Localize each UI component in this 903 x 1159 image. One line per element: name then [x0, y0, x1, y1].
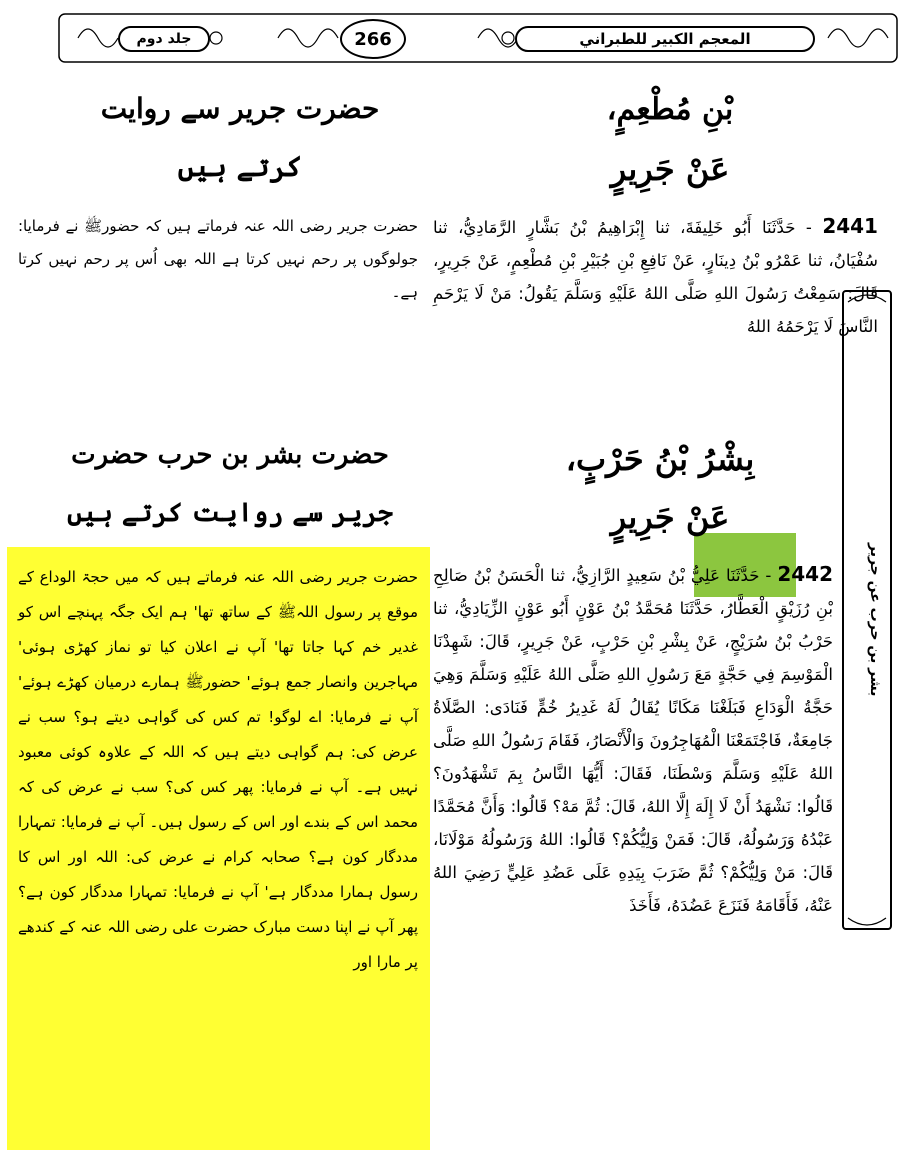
side-margin-label: بشر بن حرب عن جریر	[867, 543, 883, 697]
urdu-section2-heading-line1: حضرت بشر بن حرب حضرت	[71, 440, 389, 470]
urdu-translation-2441: حضرت جریر رضی اللہ عنہ فرماتے ہیں کہ حضورﷺ نے فرمایا: جولوگوں پر رحم نہیں کرتا ہے اللہ بھی اُس پر رحم نہیں کرتا ہے۔	[18, 217, 418, 301]
urdu-section2-heading-line2: جریر سے روایت کرتے ہیں	[67, 498, 393, 528]
hadith-number-2442: 2442	[777, 562, 833, 586]
urdu-section1-heading-line2: کرتے ہیں	[177, 150, 303, 183]
hadith-2441-text	[433, 210, 878, 440]
urdu-section1-heading-line1: حضرت جریر سے روایت	[100, 92, 380, 125]
hadith-2441-body: - حَدَّثَنَا أَبُو خَلِيفَةَ، ثنا إِبْرَاهِيمُ بْنُ بَشَّارٍ الرَّمَادِيُّ، ثنا سُفْيَانُ، ثنا عَمْرُو بْنُ دِينَارٍ، عَنْ نَافِعِ بْنِ جُبَيْرِ بْنِ مُطْعِمٍ، عَنْ جَرِيرٍ، قَالَ: سَمِعْتُ رَسُولَ اللهِ صَلَّى اللهُ عَلَيْهِ وَسَلَّمَ يَقُولُ: مَنْ لَا يَرْحَمِ النَّاسَ لَا يَرْحَمُهُ اللهُ	[433, 218, 878, 336]
urdu-translation-2442: حضرت جریر رضی اللہ عنہ فرماتے ہیں کہ میں حجۃ الوداع کے موقع پر رسول اللہﷺ کے ساتھ تھا' ہم ایک جگہ پہنچے اس کو غدیر خم کہا جاتا تھا' آپ نے اعلان کیا تو نماز کھڑی ہوئی' مہاجرین وانصار جمع ہوئے' حضورﷺ ہمارے درمیان کھڑے ہوئے' آپ نے فرمایا: اے لوگو! تم کس کی گواہی دیتے ہو؟ سب نے عرض کی: ہم گواہی دیتے ہیں کہ اللہ کے علاوہ کوئی معبود نہیں ہے۔ آپ نے فرمایا: پھر کس کی؟ سب نے عرض کی کہ محمد اس کے بندے اور اس کے رسول ہیں۔ آپ نے فرمایا: تمہارا مددگار کون ہے؟ صحابہ کرام نے عرض کی: اللہ اور اس کا رسول ہمارا مددگار ہے' آپ نے فرمایا: تمہارا مددگار کون ہے؟ پھر آپ نے اپنا دست مبارک حضرت علی رضی اللہ عنہ کے کندھے پر مارا اور	[18, 568, 418, 971]
section1-heading-line1: بْنِ مُطْعِمٍ،	[606, 92, 734, 127]
hadith-2442-text	[433, 558, 833, 1148]
section1-heading-line2: عَنْ جَرِيرٍ	[610, 150, 730, 188]
volume-label: جلد دوم	[118, 26, 210, 52]
hadith-2442-body: - حَدَّثَنَا عَلِيُّ بْنُ سَعِيدٍ الرَّازِيُّ، ثنا الْحَسَنُ بْنُ صَالِحِ بْنِ رُزَيْقٍ الْعَطَّارُ، حَدَّثَنَا مُحَمَّدُ بْنُ عَوْنٍ أَبُو عَوْنٍ الزِّيَادِيُّ، ثنا حَرْبُ بْنُ سُرَيْجٍ، عَنْ بِشْرِ بْنِ حَرْبٍ، عَنْ جَرِيرٍ، قَالَ: شَهِدْنَا الْمَوْسِمَ فِي حَجَّةٍ مَعَ رَسُولِ اللهِ صَلَّى اللهُ عَلَيْهِ وَسَلَّمَ وَهِيَ حَجَّةُ الْوَدَاعِ فَبَلَغْنَا مَكَانًا يُقَالُ لَهُ غَدِيرُ خُمٍّ فَنَادَى: الصَّلَاةُ جَامِعَةٌ، فَاجْتَمَعْنَا الْمُهَاجِرُونَ وَالْأَنْصَارُ، فَقَامَ رَسُولُ اللهِ صَلَّى اللهُ عَلَيْهِ وَسَلَّمَ وَسْطَنَا، فَقَالَ: أَيُّهَا النَّاسُ بِمَ تَشْهَدُونَ؟ قَالُوا: نَشْهَدُ أَنْ لَا إِلَهَ إِلَّا اللهُ، قَالَ: ثُمَّ مَهْ؟ قَالُوا: وَأَنَّ مُحَمَّدًا عَبْدُهُ وَرَسُولُهُ، قَالَ: فَمَنْ وَلِيُّكُمْ؟ قَالُوا: اللهُ وَرَسُولُهُ مَوْلَانَا، قَالَ: مَنْ وَلِيُّكُمْ؟ ثُمَّ ضَرَبَ بِيَدِهِ عَلَى عَضُدِ عَلِيٍّ رَضِيَ اللهُ عَنْهُ، فَأَقَامَهُ فَنَزَعَ عَضُدَهُ، فَأَخَذَ	[433, 566, 833, 915]
section2-heading-line2: عَنْ جَرِيرٍ	[610, 498, 730, 536]
section2-heading-line1: بِشْرُ بْنُ حَرْبٍ،	[565, 440, 755, 478]
hadith-number-2441: 2441	[822, 214, 878, 238]
book-title: المعجم الكبير للطبراني	[515, 26, 815, 52]
page-number: 266	[340, 19, 406, 59]
